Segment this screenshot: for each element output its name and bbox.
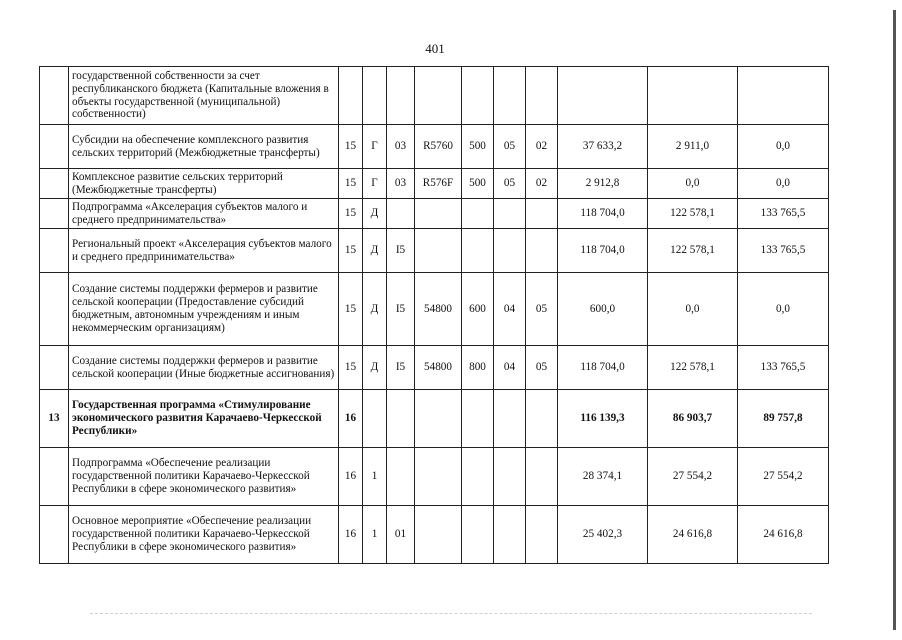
code-subprogram-cell: Д — [363, 199, 387, 229]
code-activity-cell: I5 — [387, 346, 415, 390]
code-program-cell: 16 — [339, 448, 363, 506]
table-row — [40, 199, 829, 229]
code-section-cell — [494, 229, 526, 273]
amount-year3-cell: 0,0 — [738, 125, 829, 169]
description-cell: Основное мероприятие «Обеспечение реализации государственной политики Карачаево-Черкесской Республики в сфере экономического развития» — [69, 506, 339, 564]
table-row — [40, 506, 829, 564]
description-cell: Создание системы поддержки фермеров и развитие сельской кооперации (Иные бюджетные ассигнования) — [69, 346, 339, 390]
code-expense-type-cell: 600 — [462, 273, 494, 346]
row-number-cell — [40, 448, 69, 506]
code-expense-type-cell — [462, 199, 494, 229]
code-activity-cell: 01 — [387, 506, 415, 564]
amount-year3-cell: 133 765,5 — [738, 229, 829, 273]
table-row — [40, 390, 829, 448]
code-subsection-cell — [526, 199, 558, 229]
row-number-cell — [40, 199, 69, 229]
row-number-cell — [40, 346, 69, 390]
code-program-cell: 15 — [339, 125, 363, 169]
amount-year2-cell: 122 578,1 — [648, 346, 738, 390]
code-expense-type-cell — [462, 506, 494, 564]
code-direction-cell: R576F — [415, 169, 462, 199]
code-direction-cell — [415, 448, 462, 506]
code-activity-cell: 03 — [387, 125, 415, 169]
amount-year2-cell: 86 903,7 — [648, 390, 738, 448]
page-number: 401 — [425, 41, 445, 56]
code-subprogram-cell: Г — [363, 169, 387, 199]
description-cell: Государственная программа «Стимулирование экономического развития Карачаево-Черкесской Республики» — [69, 390, 339, 448]
row-number-cell — [40, 273, 69, 346]
code-activity-cell: 03 — [387, 169, 415, 199]
code-activity-cell — [387, 67, 415, 125]
code-subsection-cell: 02 — [526, 125, 558, 169]
code-direction-cell — [415, 506, 462, 564]
code-activity-cell — [387, 199, 415, 229]
amount-year1-cell: 116 139,3 — [558, 390, 648, 448]
code-direction-cell: 54800 — [415, 273, 462, 346]
amount-year1-cell: 600,0 — [558, 273, 648, 346]
code-subsection-cell: 05 — [526, 346, 558, 390]
code-subsection-cell — [526, 229, 558, 273]
description-cell: Субсидии на обеспечение комплексного развития сельских территорий (Межбюджетные трансферты) — [69, 125, 339, 169]
budget-table-body — [40, 67, 829, 564]
table-row — [40, 67, 829, 125]
amount-year3-cell: 133 765,5 — [738, 199, 829, 229]
amount-year2-cell: 122 578,1 — [648, 229, 738, 273]
code-program-cell: 16 — [339, 506, 363, 564]
amount-year2-cell: 27 554,2 — [648, 448, 738, 506]
table-row — [40, 229, 829, 273]
table-row — [40, 273, 829, 346]
code-activity-cell — [387, 390, 415, 448]
page-bottom-fold — [90, 613, 812, 614]
amount-year1-cell: 37 633,2 — [558, 125, 648, 169]
code-subsection-cell — [526, 448, 558, 506]
code-section-cell: 05 — [494, 125, 526, 169]
code-expense-type-cell — [462, 67, 494, 125]
amount-year3-cell: 0,0 — [738, 169, 829, 199]
amount-year2-cell: 2 911,0 — [648, 125, 738, 169]
amount-year1-cell — [558, 67, 648, 125]
amount-year3-cell: 133 765,5 — [738, 346, 829, 390]
code-expense-type-cell — [462, 390, 494, 448]
description-cell: Создание системы поддержки фермеров и развитие сельской кооперации (Предоставление субсидий бюджетным, автономным учреждениям и иным некоммерческим организациям) — [69, 273, 339, 346]
code-expense-type-cell — [462, 229, 494, 273]
code-direction-cell: R5760 — [415, 125, 462, 169]
code-section-cell — [494, 390, 526, 448]
amount-year2-cell: 0,0 — [648, 169, 738, 199]
code-section-cell: 04 — [494, 273, 526, 346]
code-program-cell: 15 — [339, 199, 363, 229]
code-section-cell — [494, 506, 526, 564]
code-direction-cell — [415, 390, 462, 448]
code-section-cell — [494, 199, 526, 229]
code-subprogram-cell: 1 — [363, 448, 387, 506]
code-section-cell: 04 — [494, 346, 526, 390]
row-number-cell — [40, 67, 69, 125]
description-cell: Подпрограмма «Обеспечение реализации государственной политики Карачаево-Черкесской Республики в сфере экономического развития» — [69, 448, 339, 506]
code-direction-cell: 54800 — [415, 346, 462, 390]
amount-year3-cell: 89 757,8 — [738, 390, 829, 448]
code-subprogram-cell — [363, 67, 387, 125]
description-cell: Комплексное развитие сельских территорий (Межбюджетные трансферты) — [69, 169, 339, 199]
amount-year1-cell: 118 704,0 — [558, 199, 648, 229]
table-row — [40, 169, 829, 199]
code-subsection-cell: 02 — [526, 169, 558, 199]
code-subprogram-cell: Д — [363, 229, 387, 273]
table-row — [40, 346, 829, 390]
code-subprogram-cell: Г — [363, 125, 387, 169]
code-direction-cell — [415, 67, 462, 125]
row-number-cell: 13 — [40, 390, 69, 448]
amount-year2-cell: 0,0 — [648, 273, 738, 346]
amount-year3-cell: 27 554,2 — [738, 448, 829, 506]
code-program-cell: 15 — [339, 169, 363, 199]
code-subsection-cell — [526, 506, 558, 564]
row-number-cell — [40, 229, 69, 273]
amount-year1-cell: 28 374,1 — [558, 448, 648, 506]
code-direction-cell — [415, 199, 462, 229]
code-expense-type-cell: 500 — [462, 169, 494, 199]
amount-year1-cell: 118 704,0 — [558, 229, 648, 273]
code-expense-type-cell: 500 — [462, 125, 494, 169]
code-activity-cell: I5 — [387, 273, 415, 346]
amount-year1-cell: 118 704,0 — [558, 346, 648, 390]
code-subprogram-cell: Д — [363, 273, 387, 346]
code-subsection-cell — [526, 67, 558, 125]
code-section-cell: 05 — [494, 169, 526, 199]
code-subprogram-cell — [363, 390, 387, 448]
code-program-cell: 15 — [339, 346, 363, 390]
code-section-cell — [494, 448, 526, 506]
table-row — [40, 448, 829, 506]
code-program-cell — [339, 67, 363, 125]
code-activity-cell: I5 — [387, 229, 415, 273]
code-activity-cell — [387, 448, 415, 506]
amount-year1-cell: 25 402,3 — [558, 506, 648, 564]
page-edge-shadow — [893, 10, 896, 630]
code-program-cell: 16 — [339, 390, 363, 448]
amount-year3-cell: 0,0 — [738, 273, 829, 346]
code-expense-type-cell: 800 — [462, 346, 494, 390]
code-subprogram-cell: Д — [363, 346, 387, 390]
budget-table — [39, 66, 829, 564]
description-cell: Региональный проект «Акселерация субъектов малого и среднего предпринимательства» — [69, 229, 339, 273]
code-program-cell: 15 — [339, 273, 363, 346]
amount-year2-cell: 122 578,1 — [648, 199, 738, 229]
row-number-cell — [40, 125, 69, 169]
description-cell: Подпрограмма «Акселерация субъектов малого и среднего предпринимательства» — [69, 199, 339, 229]
code-subsection-cell — [526, 390, 558, 448]
amount-year1-cell: 2 912,8 — [558, 169, 648, 199]
code-section-cell — [494, 67, 526, 125]
code-direction-cell — [415, 229, 462, 273]
amount-year2-cell — [648, 67, 738, 125]
amount-year3-cell — [738, 67, 829, 125]
amount-year3-cell: 24 616,8 — [738, 506, 829, 564]
description-cell: государственной собственности за счет республиканского бюджета (Капитальные вложения в объекты государственной (муниципальной) собственности) — [69, 67, 339, 125]
code-expense-type-cell — [462, 448, 494, 506]
code-program-cell: 15 — [339, 229, 363, 273]
table-row — [40, 125, 829, 169]
amount-year2-cell: 24 616,8 — [648, 506, 738, 564]
row-number-cell — [40, 506, 69, 564]
code-subsection-cell: 05 — [526, 273, 558, 346]
code-subprogram-cell: 1 — [363, 506, 387, 564]
row-number-cell — [40, 169, 69, 199]
